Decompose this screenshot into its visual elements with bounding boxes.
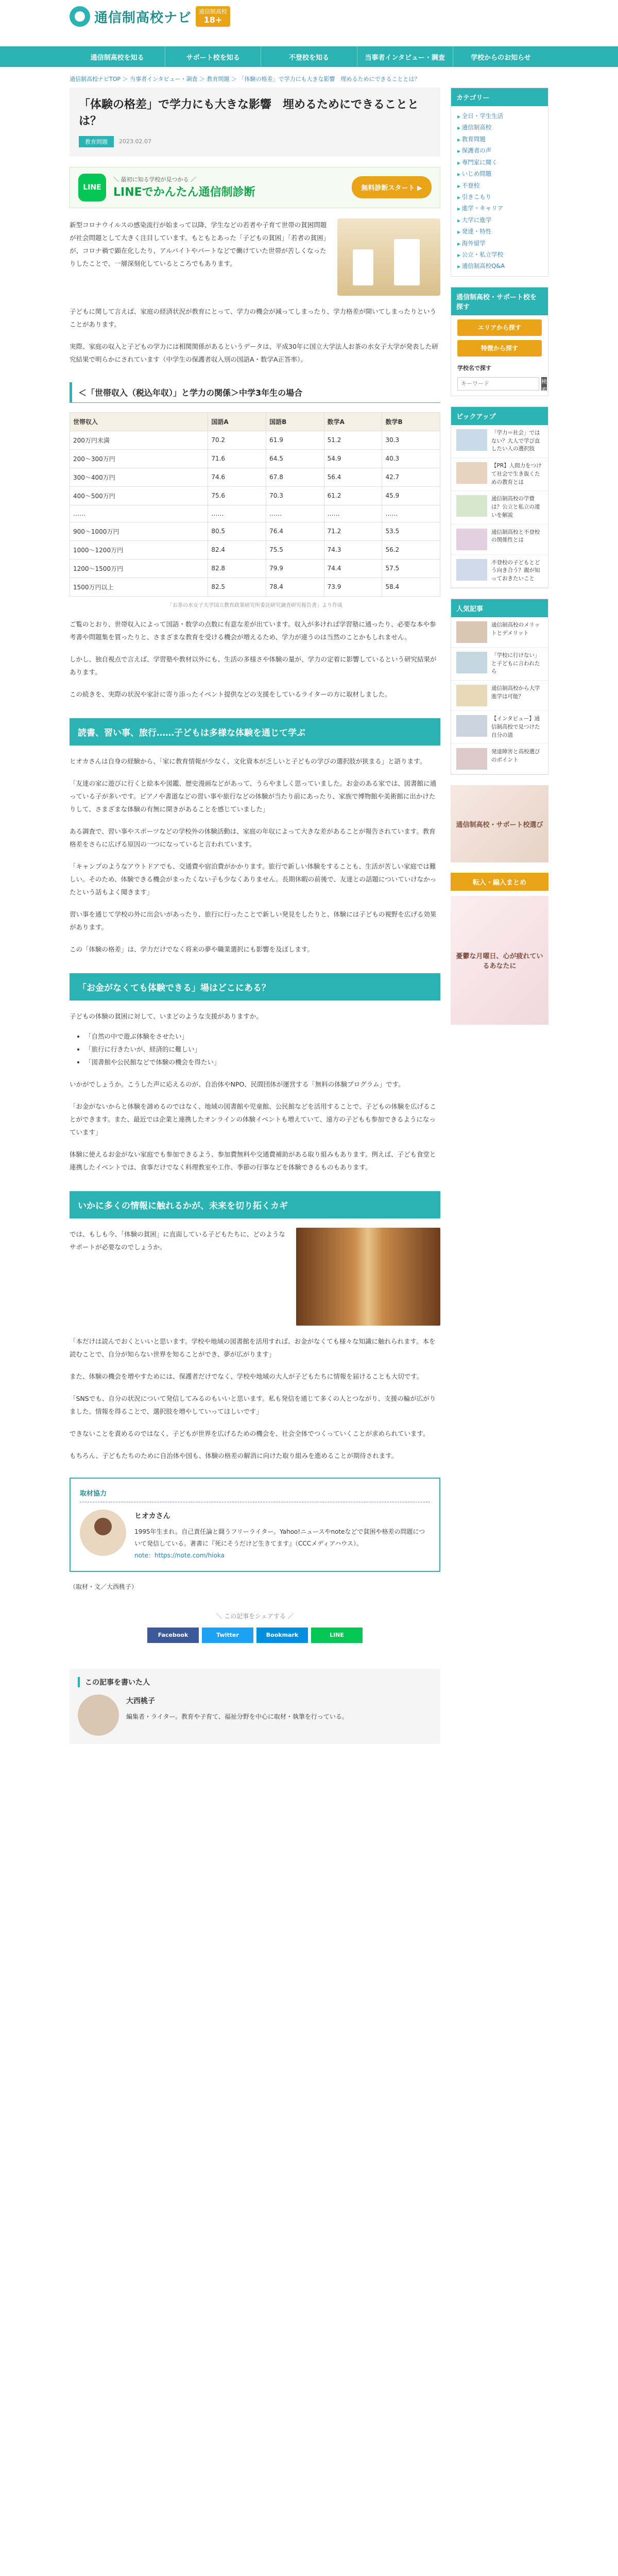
article-link-text: 「学校に行けない」と子どもに言われたら [491, 652, 540, 675]
paragraph: できないことを責めるのではなく、子どもが世界を広げるための機会を、社会全体でつくっていくことが求められています。 [70, 1429, 430, 1437]
popular-item[interactable] [451, 744, 548, 774]
table-cell: 45.9 [382, 486, 440, 505]
table-cell: 30.3 [382, 431, 440, 449]
table-cell: 74.4 [324, 559, 382, 578]
article-thumbnail [456, 559, 487, 581]
intro-paragraph: 新型コロナウイルスの感染流行が始まって以降、学生などの若者や子育て世帯の貧困問題が社会問題として大きく注目しています。もともとあった「子どもの貧困」「若者の貧困」が、コロナ禍で顕在化したり、アルバイトやパートなどで働けていた世帯が苦しくなったりしたことで、一層深刻化しているところでもあります。 [70, 221, 327, 267]
share-buttons [70, 1628, 440, 1643]
sidebar-category-item[interactable]: ▶ 全日・学生生活 [457, 110, 542, 122]
writer-heading: この記事を書いた人 [78, 1677, 432, 1687]
table-cell: 57.5 [382, 559, 440, 578]
table-cell: 61.2 [324, 486, 382, 505]
article-header [70, 88, 440, 157]
table-cell: 74.6 [208, 468, 266, 486]
table-cell: …… [70, 505, 208, 522]
sidebar-ad-school-select[interactable]: 通信制高校・サポート校選び [451, 785, 548, 862]
section-heading-2: 「お金がなくても体験できる」場はどこにある？ [70, 973, 440, 1001]
table-cell: 54.9 [324, 449, 382, 468]
search-name-label: 学校名で探す [457, 364, 491, 371]
table-row [70, 540, 440, 559]
table-row [70, 522, 440, 540]
table-cell: …… [324, 505, 382, 522]
article-link-text: 通信制高校から大学進学は可能？ [491, 685, 540, 700]
sidebar-category-item[interactable]: ▶ 引きこもり [457, 191, 542, 202]
article-link-text: 【インタビュー】通信制高校で見つけた自分の道 [491, 716, 540, 738]
table-header: 数学A [324, 412, 382, 431]
table-cell: 82.4 [208, 540, 266, 559]
site-logo[interactable] [70, 6, 230, 27]
table-cell: …… [382, 505, 440, 522]
writer-box [70, 1669, 440, 1744]
table-row [70, 559, 440, 578]
paragraph: いかがでしょうか。こうした声に応えるのが、自治体やNPO、民間団体が運営する「無料の体験プログラム」です。 [70, 1080, 405, 1088]
line-logo-icon: LINE [78, 174, 106, 201]
section-heading-1: 読書、習い事、旅行……子どもは多様な体験を通じて学ぶ [70, 718, 440, 745]
sidebar-category-item[interactable]: ▶ 通信制高校Q&A [457, 260, 542, 272]
table-cell: 71.6 [208, 449, 266, 468]
table-cell: 76.4 [266, 522, 324, 540]
nav-item-futoko[interactable]: 不登校を知る [261, 46, 357, 67]
share-bookmark-button[interactable]: Bookmark [256, 1628, 308, 1643]
pickup-item[interactable] [451, 524, 548, 555]
interviewee-name: ヒオカさん [134, 1512, 170, 1520]
popular-item[interactable] [451, 711, 548, 744]
article-link-text: 不登校の子どもとどう向き合う？親が知っておきたいこと [491, 559, 540, 582]
paragraph: もちろん、子どもたちのために自治体や国も、体験の格差の解消に向けた取り組みを進めることが期待されます。 [70, 1451, 398, 1460]
article-link-text: 通信制高校の学費は？公立と私立の違いを解説 [491, 496, 540, 518]
table-cell: 82.5 [208, 578, 266, 596]
credit-line: （取材・文／大西桃子） [70, 1583, 138, 1590]
table-cell: 67.8 [266, 468, 324, 486]
table-cell: 51.2 [324, 431, 382, 449]
list-item: • 「旅行に行きたいが、経済的に難しい」 [85, 1043, 440, 1056]
article-link-text: 通信制高校と不登校の関係性とは [491, 529, 540, 544]
pickup-heading: ピックアップ [451, 407, 548, 425]
article-link-text: 【PR】人間力をつけて社会で生き抜くための教育とは [491, 463, 542, 485]
article-link-text: 発達障害と高校選びのポイント [491, 749, 540, 764]
popular-item[interactable] [451, 617, 548, 648]
writer-name: 大西桃子 [126, 1697, 155, 1705]
article-thumbnail [456, 685, 487, 706]
table-row [70, 578, 440, 596]
paragraph: では、もしも今、「体験の貧困」に直面している子どもたちに、どのようなサポートが必要なのでしょうか。 [70, 1230, 285, 1251]
section-heading-table: ＜「世帯収入（税込年収）」と学力の関係＞中学3年生の場合 [70, 382, 440, 403]
share-twitter-button[interactable]: Twitter [202, 1628, 253, 1643]
category-list [451, 106, 548, 276]
table-row [70, 468, 440, 486]
category-card [451, 88, 548, 277]
search-by-area-button[interactable]: エリアから探す [457, 319, 542, 336]
paragraph: しかし、独自視点で言えば、学習塾や教材以外にも、生活の多様さや体験の量が、学力の定着に影響しているという研究結果があります。 [70, 655, 437, 676]
paragraph: この続きを、実際の状況や家計に寄り添ったイベント提供などの支援をしているライターの方に取材しました。 [70, 690, 391, 698]
article-thumbnail [456, 495, 487, 517]
interviewee-heading: 取材協力 [80, 1488, 430, 1502]
table-caption: 「お茶の水女子大学国立教育政策研究所委託研究調査研究報告書」より作成 [167, 602, 342, 608]
table-cell: 64.5 [266, 449, 324, 468]
search-by-feature-button[interactable]: 特徴から探す [457, 340, 542, 357]
interviewee-box [70, 1478, 440, 1572]
list-item: • 「自然の中で遊ぶ体験をさせたい」 [85, 1030, 440, 1043]
table-row [70, 486, 440, 505]
table-cell: 79.9 [266, 559, 324, 578]
sidebar-category-item[interactable]: ▶ 海外留学 [457, 238, 542, 249]
paragraph: ある調査で、習い事やスポーツなどの学校外の体験活動は、家庭の年収によって大きな差があることが報告されています。教育格差をさらに広げる原因の一つになっていると言われています。 [70, 827, 436, 848]
article-link-text: 「学力＝社会」ではない？大人で学び直したい人の選択肢 [491, 429, 540, 452]
table-cell: …… [208, 505, 266, 522]
paragraph: 実際、家庭の収入と子どもの学力には相関関係があるというデータは、平成30年に国立大学法人お茶の水女子大学が発表した研究結果で明らかにされています（中学生の保護者収入別の国語A・数学A正答率）。 [70, 342, 438, 363]
table-cell: 200〜300万円 [70, 449, 208, 468]
article-thumbnail [456, 748, 487, 770]
table-cell: 1000〜1200万円 [70, 540, 208, 559]
intro-image [337, 218, 440, 296]
article-thumbnail [456, 529, 487, 550]
popular-item[interactable] [451, 681, 548, 711]
bookshelf-image [296, 1228, 440, 1326]
paragraph: 子どもに関して言えば、家庭の経済状況が教育にとって、学力の機会が減ってしまったり、学力格差が開いてしまったりということがあります。 [70, 307, 437, 328]
paragraph: ご覧のとおり、世帯収入によって国語・数学の点数に有意な差が出ています。収入が多ければ学習塾に通ったり、必要な本や参考書や問題集を買ったりと、さまざまな教育を受ける機会が増えるため、学力が違うのは当然のことかもしれません。 [70, 620, 436, 641]
table-cell: 73.9 [324, 578, 382, 596]
interviewee-bio: 1995年生まれ。自己責任論と闘うフリーライター。Yahoo!ニュースやnoteなどで貧困や格差の問題について発信している。著書に『死にそうだけど生きてます』（CCCメディアハウス）。 [134, 1528, 425, 1548]
sidebar-category-item[interactable]: ▶ 大学に進学 [457, 214, 542, 226]
site-header [0, 0, 618, 46]
table-header: 国語A [208, 412, 266, 431]
article-thumbnail [456, 429, 487, 451]
popular-card [451, 599, 548, 775]
banner-subtext: ＼ 最初に知る学校が見つかる ／ [113, 176, 196, 183]
quote-list [70, 1030, 440, 1069]
sidebar-category-item[interactable]: ▶ 不登校 [457, 180, 542, 191]
nav-item-news[interactable]: 学校からのお知らせ [471, 54, 531, 62]
table-cell: 56.4 [324, 468, 382, 486]
table-cell: 200万円未満 [70, 431, 208, 449]
interviewee-avatar [80, 1510, 126, 1556]
sidebar-category-item[interactable]: ▶ 発達・特性 [457, 226, 542, 237]
paragraph: 子どもの体験の貧困に対して、いまどのような支援がありますか。 [70, 1012, 263, 1020]
nav-item-support[interactable]: サポート校を知る [165, 46, 261, 67]
table-cell: …… [266, 505, 324, 522]
table-cell: 82.8 [208, 559, 266, 578]
logo-mark-icon [70, 6, 90, 27]
list-item: • 「図書館や公民館などで体験の機会を得たい」 [85, 1056, 440, 1069]
paragraph: ヒオカさんは自身の経験から、「家に教育情報が少なく、文化資本が乏しいと子どもの学びの選択肢が狭まる」と語ります。 [70, 757, 426, 765]
writer-avatar [78, 1694, 119, 1736]
paragraph: 習い事を通じて学校の外に出会いがあったり、旅行に行ったことで新しい発見をしたりと、体験には子どもの視野を広げる効果があります。 [70, 910, 437, 931]
pickup-card [451, 406, 548, 588]
sidebar-category-item[interactable]: ▶ 公立・私立学校 [457, 249, 542, 260]
category-tag[interactable]: 教育問題 [79, 136, 114, 147]
sidebar [451, 88, 548, 1035]
table-header: 国語B [266, 412, 324, 431]
popular-item[interactable] [451, 648, 548, 681]
table-cell: 58.4 [382, 578, 440, 596]
share-line-button[interactable]: LINE [311, 1628, 363, 1643]
table-cell: 74.3 [324, 540, 382, 559]
paragraph: 「本だけは読んでおくといいと思います。学校や地域の図書館を活用すれば、お金がなくても様々な知識に触れられます。本を読むことで、自分が知らない世界を知ることができ、夢が広がります」 [70, 1337, 436, 1358]
article-link-text: 通信制高校のメリットとデメリット [491, 621, 540, 636]
article-main [70, 88, 440, 1744]
table-cell: 1200〜1500万円 [70, 559, 208, 578]
table-cell: 1500万円以上 [70, 578, 208, 596]
pickup-item[interactable] [451, 458, 548, 491]
table-row [70, 505, 440, 522]
table-cell: 42.7 [382, 468, 440, 486]
interviewee-link[interactable]: note：https://note.com/hioka [134, 1551, 225, 1559]
publish-date: 2023.02.07 [119, 138, 151, 145]
table-cell: 53.5 [382, 522, 440, 540]
income-score-table [70, 412, 440, 597]
share-facebook-button[interactable]: Facebook [147, 1628, 199, 1643]
table-cell: 300〜400万円 [70, 468, 208, 486]
paragraph: この「体験の格差」は、学力だけでなく将来の夢や職業選択にも影響を及ぼします。 [70, 945, 314, 953]
paragraph: 「SNSでも、自分の状況について発信してみるのもいいと思います。私も発信を通じて多くの人とつながり、支援の輪が広がりました。情報を得ることで、選択肢を増やしていってほしいです」 [70, 1394, 436, 1415]
paragraph: 体験に使えるお金がない家庭でも参加できるよう、参加費無料や交通費補助がある取り組みもあります。例えば、子ども食堂と連携したイベントでは、食事だけでなく料理教室や工作、季節の行事などを体験できるものもあります。 [70, 1150, 436, 1171]
article-thumbnail [456, 462, 487, 484]
table-cell: 70.3 [266, 486, 324, 505]
table-cell: 70.2 [208, 431, 266, 449]
table-row [70, 449, 440, 468]
table-cell: 61.9 [266, 431, 324, 449]
table-cell: 78.4 [266, 578, 324, 596]
logo-badge-big: 18+ [203, 15, 222, 25]
logo-badge [196, 6, 230, 27]
pickup-item[interactable] [451, 491, 548, 524]
school-search-input[interactable] [457, 377, 539, 391]
pickup-item[interactable] [451, 425, 548, 458]
logo-badge-small: 通信制高校 [199, 8, 228, 15]
banner-headline: LINEでかんたん通信制診断 [113, 186, 255, 199]
table-row [70, 431, 440, 449]
table-cell: 40.3 [382, 449, 440, 468]
table-cell: 75.6 [208, 486, 266, 505]
school-search-heading: 通信制高校・サポート校を探す [451, 287, 548, 315]
sidebar-ad-book[interactable]: 憂鬱な月曜日、心が疲れているあなたに [451, 896, 548, 1025]
sidebar-category-item[interactable]: ▶ 専門家に聞く [457, 157, 542, 168]
sidebar-transfer-heading[interactable]: 転入・編入まとめ [451, 873, 548, 891]
pickup-item[interactable] [451, 555, 548, 588]
paragraph: また、体験の機会を増やすためには、保護者だけでなく、学校や地域の大人が子どもたちに情報を届けることも大切です。 [70, 1372, 423, 1380]
writer-bio: 編集者・ライター。教育や子育て、福祉分野を中心に取材・執筆を行っている。 [126, 1713, 348, 1721]
global-nav [0, 46, 618, 67]
table-cell: 80.5 [208, 522, 266, 540]
nav-item-tsushin[interactable]: 通信制高校を知る [70, 46, 165, 67]
breadcrumb[interactable]: 通信制高校ナビTOP ＞ 当事者インタビュー・調査 ＞ 教育問題 ＞ 「体験の格差」で学力にも大きな影響 埋めるためにできることとは？ [70, 76, 420, 82]
logo-text: 通信制高校ナビ [94, 10, 192, 26]
popular-heading: 人気記事 [451, 599, 548, 617]
school-search-card [451, 287, 548, 396]
sidebar-category-item[interactable]: ▶ いじめ問題 [457, 168, 542, 179]
table-cell: 75.5 [266, 540, 324, 559]
table-header: 世帯収入 [70, 412, 208, 431]
paragraph: 「お金がないからと体験を諦めるのではなく、地域の図書館や児童館、公民館などを活用することで、子どもの体験を広げることができます。また、最近では企業と連携したオンラインの体験イベントも増えていて、遠方の子どもも参加できるようになっています」 [70, 1102, 437, 1136]
article-thumbnail [456, 715, 487, 737]
sidebar-category-item[interactable]: ▶ 保護者の声 [457, 145, 542, 156]
table-cell: 400〜500万円 [70, 486, 208, 505]
paragraph: 「キャンプのようなアウトドアでも、交通費や宿泊費がかかります。旅行で新しい体験をすることも、生活が苦しい家庭では難しい。そのため、体験できる機会がまったくない子も少なくありません。長期休暇の前後で、友達との話題についていけなかったという話もよく聞きます」 [70, 862, 437, 896]
diagnosis-start-button[interactable]: 無料診断スタート ▶ [352, 176, 432, 198]
table-cell: 71.2 [324, 522, 382, 540]
sidebar-category-item[interactable]: ▶ 通信制高校 [457, 122, 542, 133]
sidebar-category-item[interactable]: ▶ 教育問題 [457, 133, 542, 145]
table-header: 数学B [382, 412, 440, 431]
section-heading-3: いかに多くの情報に触れるかが、未来を切り拓くカギ [70, 1191, 440, 1218]
share-label: ＼ この記事をシェアする ／ [216, 1612, 294, 1620]
sidebar-category-item[interactable]: ▶ 進学・キャリア [457, 202, 542, 214]
table-cell: 900〜1000万円 [70, 522, 208, 540]
article-thumbnail [456, 621, 487, 643]
paragraph: 「友達の家に遊びに行くと絵本や図鑑、歴史漫画などがあって、うらやましく思っていました。お金のある家では、図書館に通っている子が多いです。ピアノや書道などの習い事や旅行などの体験が当たり前にあったり、家族で博物館や美術館に出かけたりして、さまざまな体験の有無に開きがあることを感じていました」 [70, 779, 437, 813]
page-title: 「体験の格差」で学力にも大きな影響 埋めるためにできることとは？ [79, 98, 419, 128]
category-heading: カテゴリー [451, 88, 548, 106]
article-thumbnail [456, 652, 487, 673]
table-cell: 56.2 [382, 540, 440, 559]
line-banner[interactable] [70, 167, 440, 208]
school-search-submit[interactable]: 検索 [541, 378, 547, 393]
nav-item-interview[interactable]: 当事者インタビュー・調査 [357, 46, 453, 67]
